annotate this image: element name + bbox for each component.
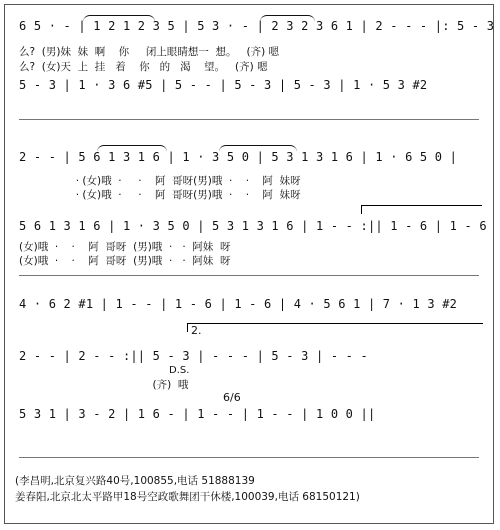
volta-2-bracket xyxy=(187,323,483,332)
score-notes-system-6: 2 - - | 2 - - :|| 5 - 3 | - - - | 5 - 3 | - - - xyxy=(19,349,368,363)
tie-3 xyxy=(97,145,167,152)
lyrics-system-1-line-1: 么? (男)妹 妹 啊 你 闭上眼睛想一 想。 (齐) 嗯 xyxy=(19,46,280,58)
lyrics-system-6-line-1: (齐) 哦 xyxy=(19,379,189,391)
lyrics-system-4-line-1: (女)哦 · · 阿 哥呀 (男)哦 · · 阿妹 呀 xyxy=(19,241,231,253)
system-separator-1 xyxy=(19,119,479,120)
system-separator-2 xyxy=(19,275,479,276)
score-notes-system-4: 5 6 1 3 1 6 | 1 · 3 5 0 | 5 3 1 3 1 6 | 1 - - :|| 1 - 6 | 1 - 6 xyxy=(19,219,487,233)
second-ending-label: 2. xyxy=(191,324,202,337)
meter-mark: 6/6 xyxy=(223,391,241,404)
contact-line-2: 姜春阳,北京北太平路甲18号空政歌舞团干休楼,100039,电话 68150121) xyxy=(15,491,360,503)
score-notes-system-2: 5 - 3 | 1 · 3 6 #5 | 5 - - | 5 - 3 | 5 - 3 | 1 · 5 3 #2 xyxy=(19,78,428,92)
tie-1 xyxy=(83,15,155,22)
lyrics-system-4-line-2: (女)哦 · · 阿 哥呀 (男)哦 · · 阿妹 呀 xyxy=(19,255,231,267)
dal-segno-mark: D.S. xyxy=(169,365,190,376)
volta-1-bracket xyxy=(361,205,482,214)
score-page xyxy=(4,4,494,524)
footer-separator xyxy=(19,457,479,458)
score-notes-system-7: 5 3 1 | 3 - 2 | 1 6 - | 1 - - | 1 - - | 1 0 0 || xyxy=(19,407,376,421)
tie-2 xyxy=(260,15,315,22)
contact-line-1: (李昌明,北京复兴路40号,100855,电话 51888139 xyxy=(15,475,255,487)
lyrics-system-3-line-2: · (女)哦 · · 阿 哥呀(男)哦 · · 阿 妹呀 xyxy=(19,189,301,201)
lyrics-system-1-line-2: 么? (女)天 上 挂 着 你 的 渴 望。 (齐) 嗯 xyxy=(19,61,268,73)
tie-4 xyxy=(219,145,297,152)
score-notes-system-3: 2 - - | 5 6 1 3 1 6 | 1 · 3 5 0 | 5 3 1 3 1 6 | 1 · 6 5 0 | xyxy=(19,150,458,164)
score-notes-system-1: 6 5 · - | 1 2 1 2 3 5 | 5 3 · - | 2 3 2 3 6 1 | 2 - - - |: 5 - 3 xyxy=(19,19,495,33)
score-notes-system-5: 4 · 6 2 #1 | 1 - - | 1 - 6 | 1 - 6 | 4 · 5 6 1 | 7 · 1 3 #2 xyxy=(19,297,458,311)
contact-info xyxy=(15,473,483,505)
lyrics-system-3-line-1: · (女)哦 · · 阿 哥呀(男)哦 · · 阿 妹呀 xyxy=(19,175,301,187)
